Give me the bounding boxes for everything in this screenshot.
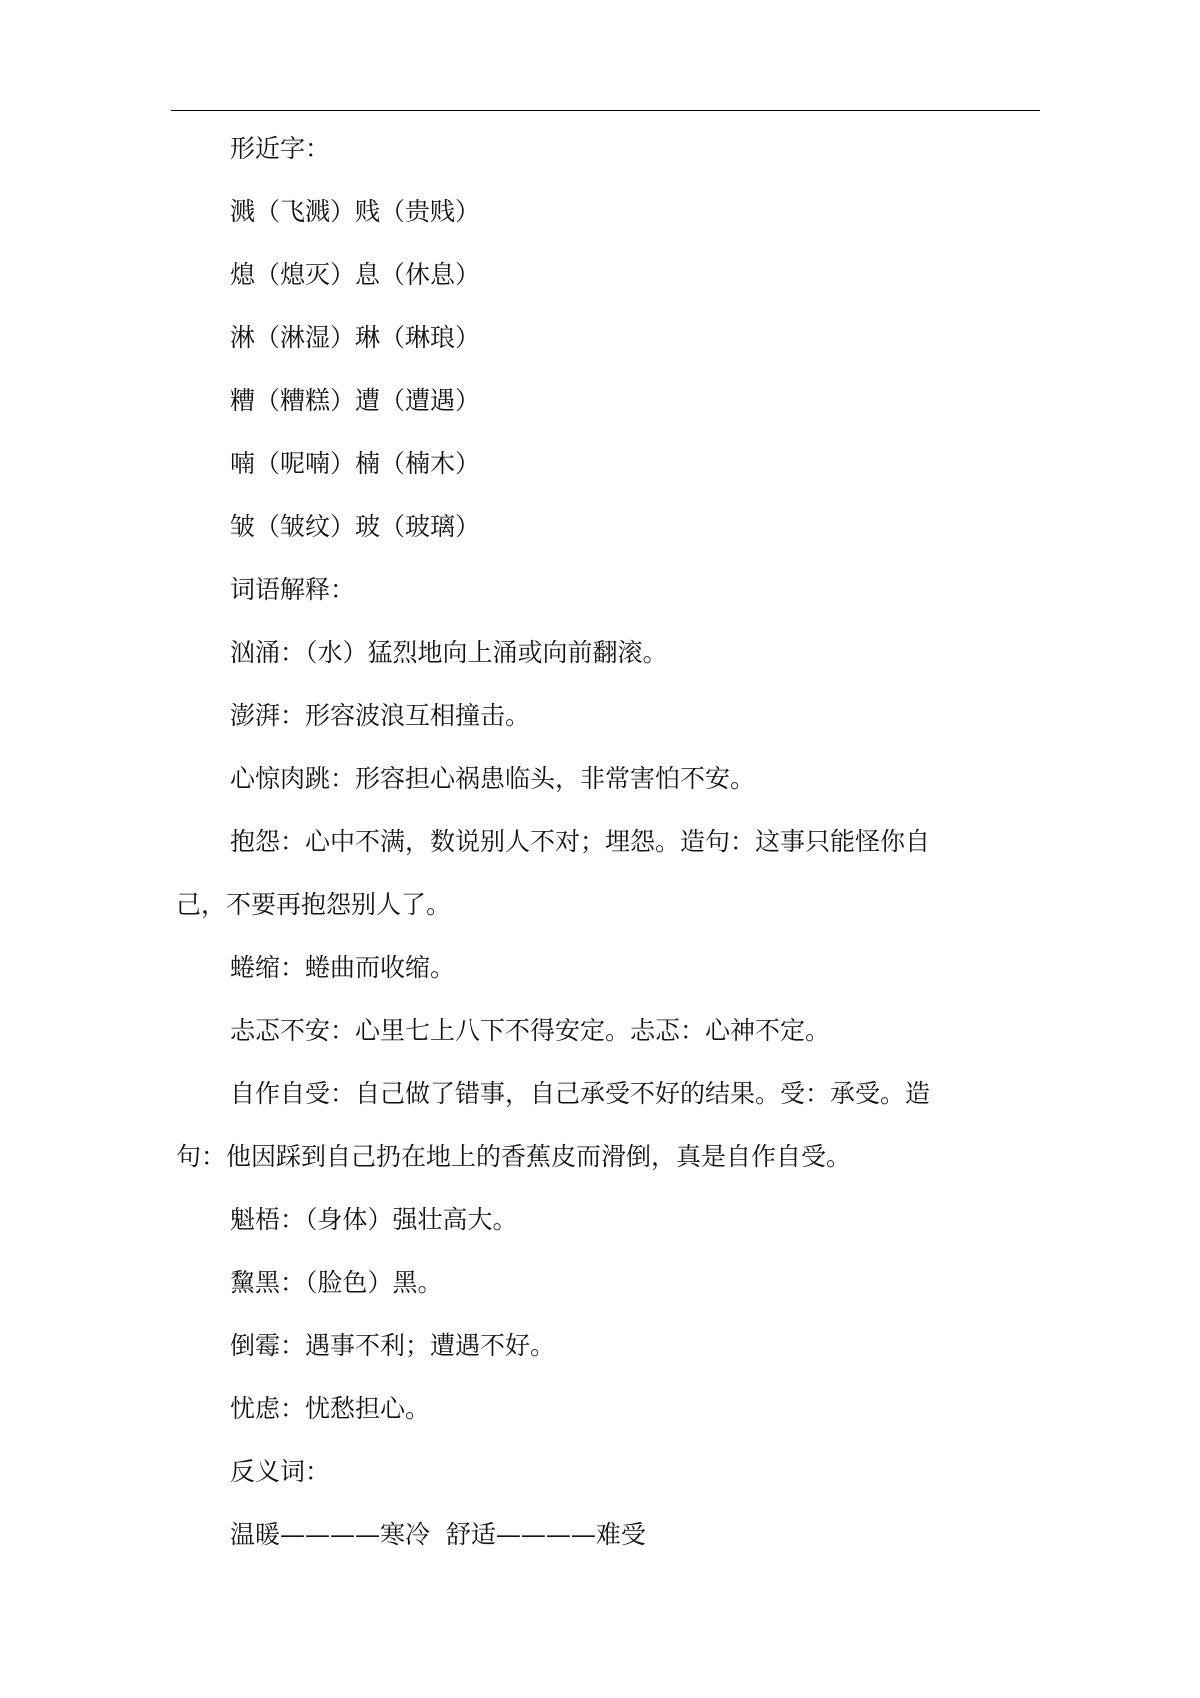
section-heading-antonyms: 反义词：: [230, 1457, 331, 1486]
section-heading-word-explanations: 词语解释：: [230, 575, 356, 604]
word-explanation: 心惊肉跳：形容担心祸患临头，非常害怕不安。: [230, 764, 756, 793]
word-explanation: 忧虑：忧愁担心。: [230, 1394, 431, 1423]
word-explanation: 黧黑：（脸色）黑。: [230, 1268, 443, 1297]
word-explanation-line1: 抱怨：心中不满，数说别人不对；埋怨。造句：这事只能怪你自: [230, 827, 931, 856]
word-explanation: 忐忑不安：心里七上八下不得安定。忐忑：心神不定。: [230, 1016, 831, 1045]
header-rule: [171, 110, 1040, 111]
antonym-pair: 温暖————寒冷 舒适————难受: [230, 1520, 646, 1549]
word-explanation: 魁梧：（身体）强壮高大。: [230, 1205, 518, 1234]
word-explanation-line2: 己，不要再抱怨别人了。: [176, 890, 452, 919]
similar-char-pair: 喃（呢喃）楠（楠木）: [230, 449, 481, 478]
word-explanation: 汹涌：（水）猛烈地向上涌或向前翻滚。: [230, 638, 668, 667]
word-explanation: 澎湃：形容波浪互相撞击。: [230, 701, 531, 730]
word-explanation-line2: 句：他因踩到自己扔在地上的香蕉皮而滑倒，真是自作自受。: [176, 1142, 852, 1171]
similar-char-pair: 皱（皱纹）玻（玻璃）: [230, 512, 481, 541]
section-heading-similar-chars: 形近字：: [230, 134, 331, 163]
word-explanation: 蜷缩：蜷曲而收缩。: [230, 953, 456, 982]
word-explanation-line1: 自作自受：自己做了错事，自己承受不好的结果。受：承受。造: [230, 1079, 931, 1108]
document-body: [176, 117, 1034, 1566]
word-explanation: 倒霉：遇事不利；遭遇不好。: [230, 1331, 556, 1360]
similar-char-pair: 熄（熄灭）息（休息）: [230, 260, 481, 289]
similar-char-pair: 溅（飞溅）贱（贵贱）: [230, 197, 481, 226]
similar-char-pair: 糟（糟糕）遭（遭遇）: [230, 386, 481, 415]
similar-char-pair: 淋（淋湿）琳（琳琅）: [230, 323, 481, 352]
